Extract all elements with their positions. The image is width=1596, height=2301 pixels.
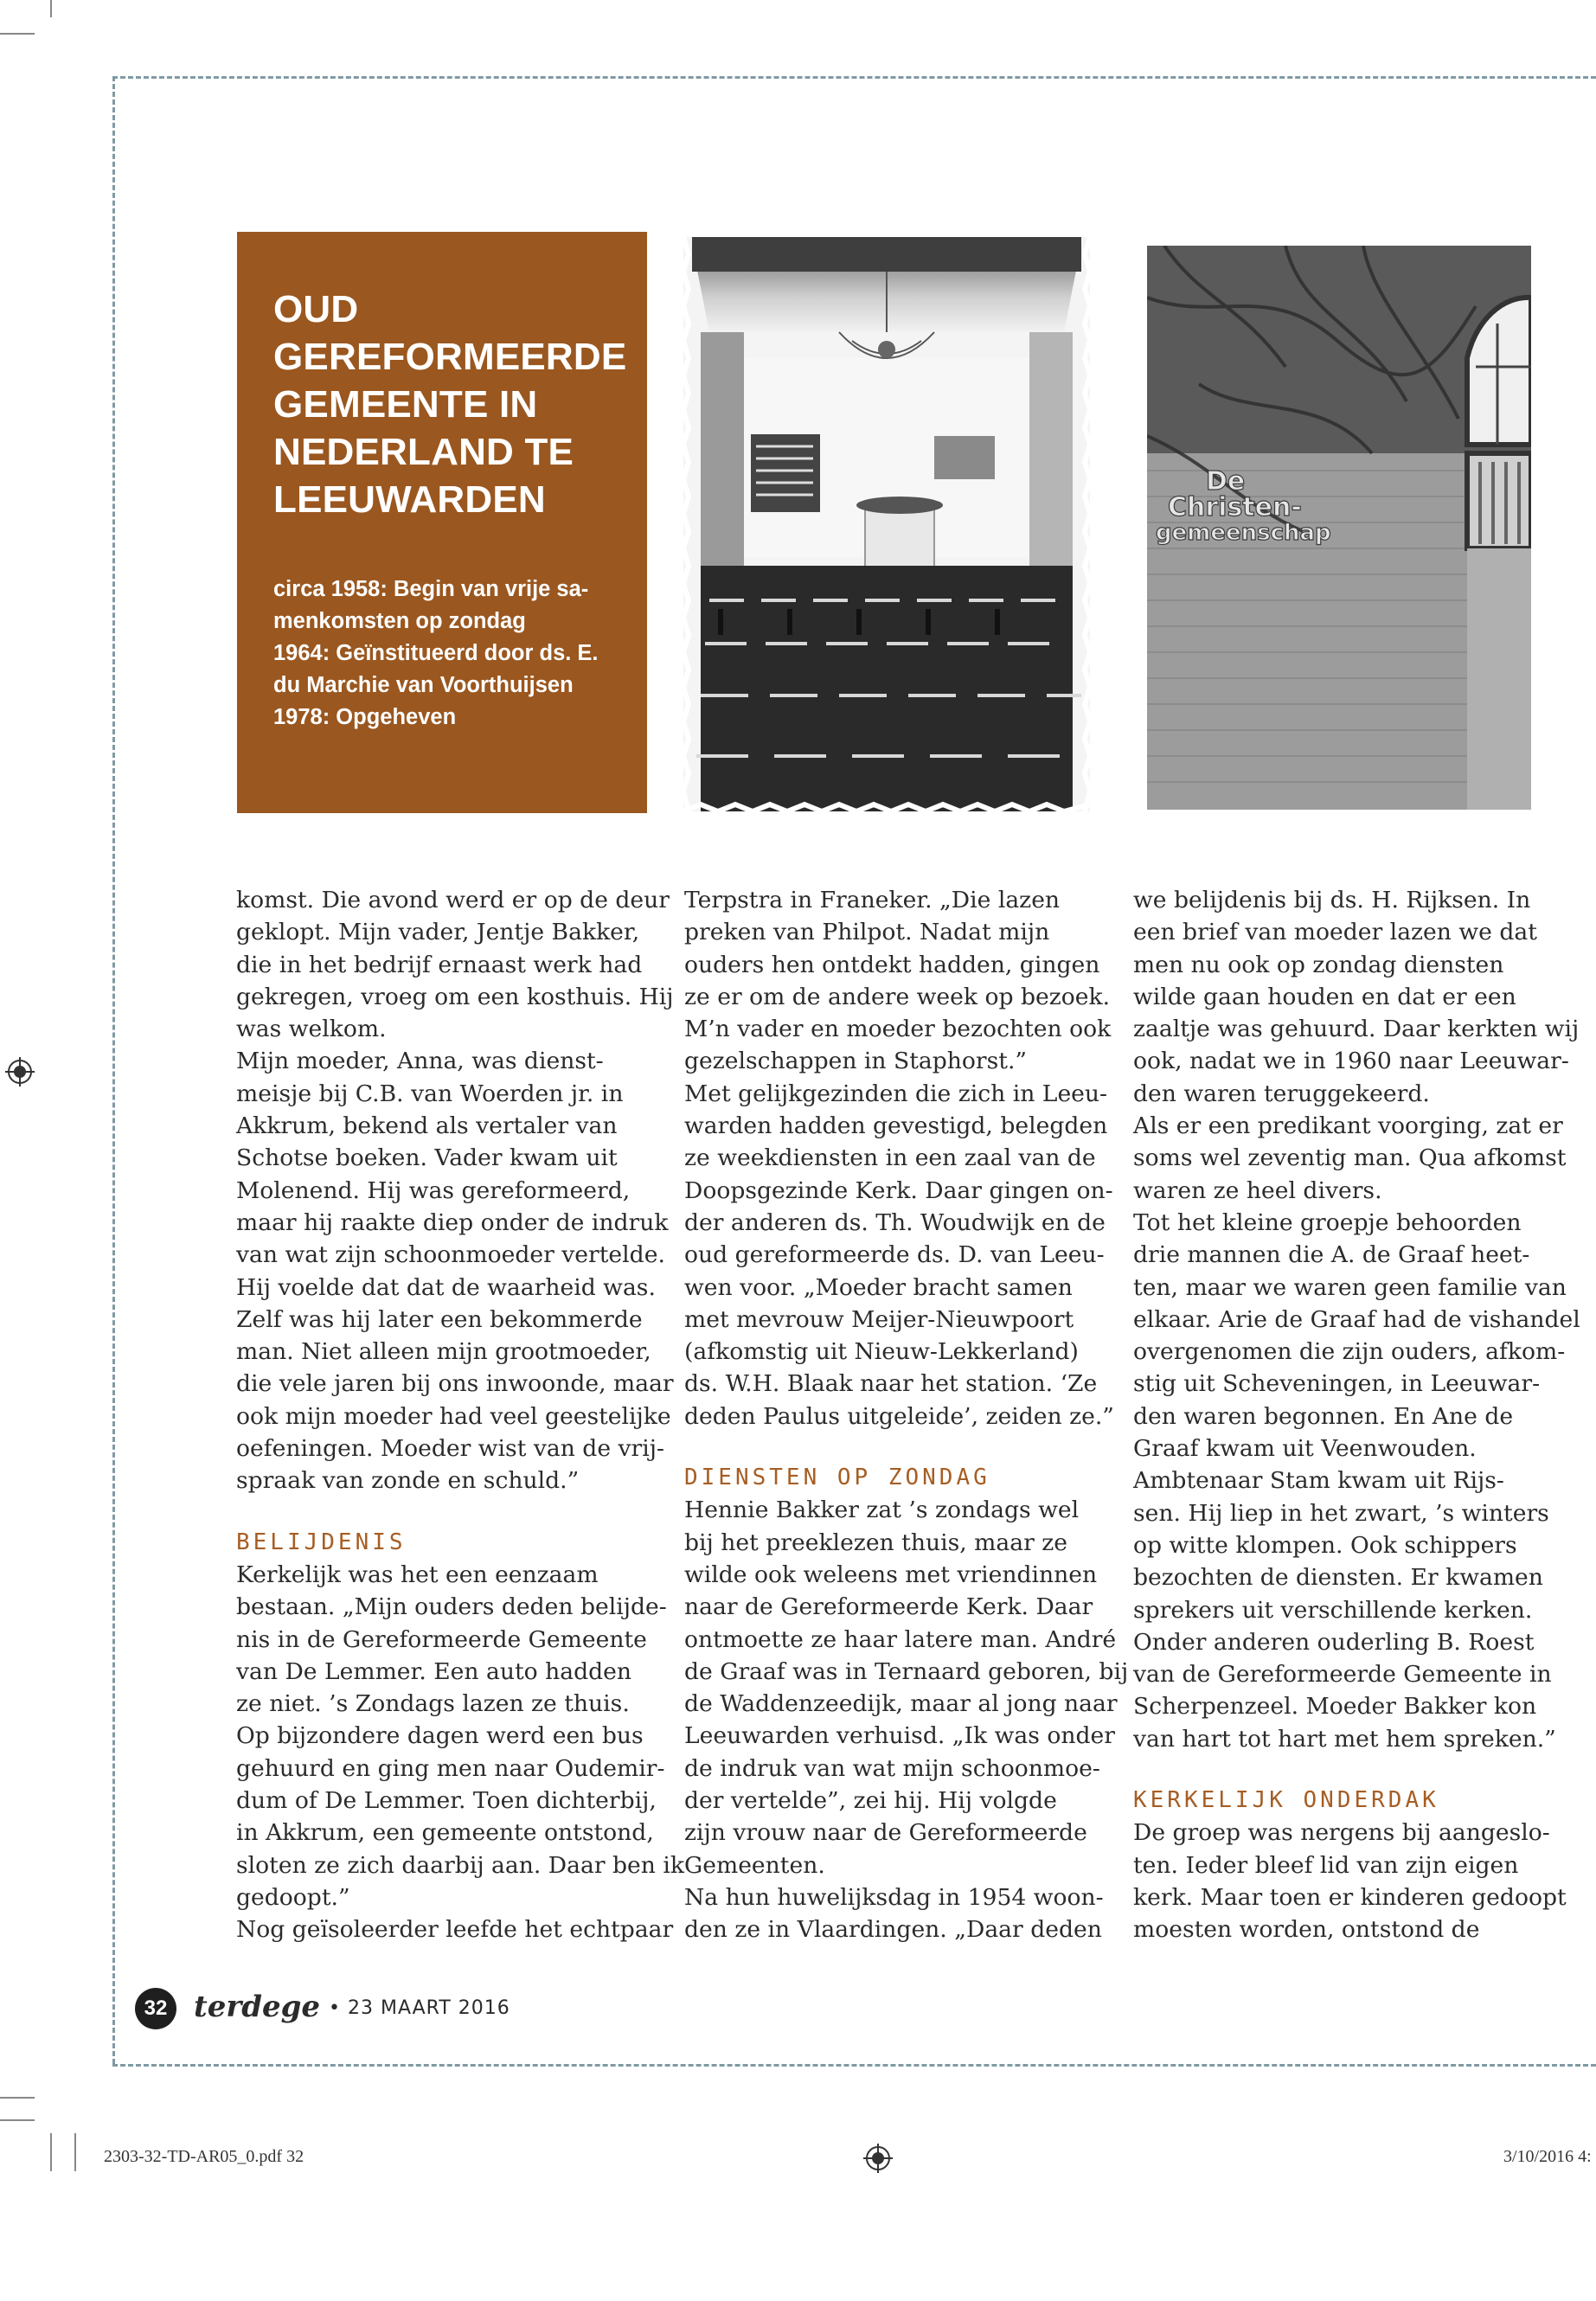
sign-text-line-1: De xyxy=(1206,466,1246,497)
text-line: Mijn moeder, Anna, was dienst- xyxy=(236,1048,604,1075)
text-line: we belijdenis bij ds. H. Rijksen. In xyxy=(1133,887,1531,913)
text-line: kerk. Maar toen er kinderen gedoopt xyxy=(1133,1883,1567,1911)
text-line: Doopsgezinde Kerk. Daar gingen on- xyxy=(684,1176,1113,1204)
text-line: oefeningen. Moeder wist van de vrij- xyxy=(236,1435,664,1463)
text-line: ook mijn moeder had veel geestelijke xyxy=(236,1402,671,1430)
text-line: ten, maar we waren geen familie van xyxy=(1133,1273,1567,1301)
crop-mark xyxy=(50,0,52,17)
text-line: Ambtenaar Stam kwam uit Rijs- xyxy=(1133,1467,1504,1495)
info-box-facts: circa 1958: Begin van vrije sa- menkomsten op zondag 1964: Geïnstitueerd door ds. E. du Marchie van Voorthuijsen 1978: Opgeheven xyxy=(273,577,599,729)
text-line: de indruk van wat mijn schoonmoe- xyxy=(684,1754,1100,1782)
text-line: met mevrouw Meijer-Nieuwpoort xyxy=(684,1305,1074,1333)
magazine-logo: terdege xyxy=(194,1990,321,2024)
text-line: waren ze heel divers. xyxy=(1133,1176,1382,1204)
text-line: der anderen ds. Th. Woudwijk en de xyxy=(684,1208,1106,1236)
text-line: (afkomstig uit Nieuw-Lekkerland) xyxy=(684,1338,1079,1366)
text-line: den waren begonnen. En Ane de xyxy=(1133,1402,1514,1430)
text-line: Na hun huwelijksdag in 1954 woon- xyxy=(684,1883,1104,1911)
text-line: Gemeenten. xyxy=(684,1851,825,1879)
text-line: bij het preeklezen thuis, maar ze xyxy=(684,1529,1067,1556)
text-line: Schotse boeken. Vader kwam uit xyxy=(236,1144,618,1172)
text-line: was welkom. xyxy=(236,1016,387,1043)
text-line: Akkrum, bekend als vertaler van xyxy=(236,1112,618,1140)
registration-mark-icon xyxy=(863,2144,893,2173)
text-line: ze niet. ’s Zondags lazen ze thuis. xyxy=(236,1690,630,1718)
text-line: stig uit Scheveningen, in Leeuwar- xyxy=(1133,1370,1541,1398)
text-line: van wat zijn schoonmoeder vertelde. xyxy=(236,1241,665,1269)
text-line: M’n vader en moeder bezochten ook xyxy=(684,1016,1112,1043)
text-line: komst. Die avond werd er op de deur xyxy=(236,887,670,913)
registration-mark-icon xyxy=(5,1057,35,1086)
article-column-1 xyxy=(236,884,684,1946)
text-line: wilde ook weleens met vriendinnen xyxy=(684,1561,1098,1588)
text-line: maar hij raakte diep onder de indruk xyxy=(236,1208,669,1236)
frame-border-left xyxy=(112,76,115,2064)
text-line: De groep was nergens bij aangeslo- xyxy=(1133,1819,1550,1847)
text-line: Leeuwarden verhuisd. „Ik was onder xyxy=(684,1722,1115,1750)
text-line: van hart tot hart met hem spreken.” xyxy=(1133,1725,1556,1753)
text-line: nis in de Gereformeerde Gemeente xyxy=(236,1625,647,1653)
crop-mark xyxy=(50,2133,52,2171)
section-heading: DIENSTEN OP ZONDAG xyxy=(684,1465,990,1491)
text-line: Op bijzondere dagen werd een bus xyxy=(236,1722,644,1750)
page-number-badge: 32 xyxy=(135,1988,176,2029)
text-line: preken van Philpot. Nadat mijn xyxy=(684,919,1050,946)
text-line: Zelf was hij later een bekommerde xyxy=(236,1305,643,1333)
text-line: op witte klompen. Ook schippers xyxy=(1133,1531,1517,1559)
text-line: man. Niet alleen mijn grootmoeder, xyxy=(236,1338,651,1366)
sign-text-line-2: Christen- xyxy=(1168,492,1302,522)
crop-mark xyxy=(0,2097,35,2099)
text-line: van de Gereformeerde Gemeente in xyxy=(1133,1661,1552,1689)
text-line: der vertelde”, zei hij. Hij volgde xyxy=(684,1787,1057,1815)
text-line: gehuurd en ging men naar Oudemir- xyxy=(236,1754,665,1782)
text-line: Molenend. Hij was gereformeerd, xyxy=(236,1176,631,1204)
crop-mark xyxy=(74,2133,76,2171)
text-line: drie mannen die A. de Graaf heet- xyxy=(1133,1241,1530,1269)
text-line: den waren teruggekeerd. xyxy=(1133,1080,1430,1107)
text-line: ze weekdiensten in een zaal van de xyxy=(684,1144,1096,1172)
text-line: Als er een predikant voorging, zat er xyxy=(1133,1112,1563,1140)
text-line: soms wel zeventig man. Qua afkomst xyxy=(1133,1144,1567,1172)
text-line: geklopt. Mijn vader, Jentje Bakker, xyxy=(236,919,640,946)
print-slug-date: 3/10/2016 4: xyxy=(1503,2147,1592,2166)
article-column-3 xyxy=(1133,884,1580,1946)
text-line: den ze in Vlaardingen. „Daar deden xyxy=(684,1916,1102,1944)
text-line: sen. Hij liep in het zwart, ’s winters xyxy=(1133,1499,1549,1527)
text-line: sprekers uit verschillende kerken. xyxy=(1133,1596,1533,1624)
text-line: meisje bij C.B. van Woerden jr. in xyxy=(236,1080,624,1107)
info-box xyxy=(237,232,647,813)
text-line: overgenomen die zijn ouders, afkom- xyxy=(1133,1338,1566,1366)
text-line: Terpstra in Franeker. „Die lazen xyxy=(684,887,1061,913)
text-line: men nu ook op zondag diensten xyxy=(1133,951,1504,978)
text-line: moesten worden, ontstond de xyxy=(1133,1916,1480,1944)
info-box-title: OUD GEREFORMEERDE GEMEENTE IN NEDERLAND TE LEEUWARDEN xyxy=(273,288,627,521)
text-line: warden hadden gevestigd, belegden xyxy=(684,1112,1108,1140)
text-line: in Akkrum, een gemeente ontstond, xyxy=(236,1819,654,1847)
text-line: ontmoette ze haar latere man. André xyxy=(684,1625,1117,1653)
text-line: die in het bedrijf ernaast werk had xyxy=(236,951,643,978)
text-line: bezochten de diensten. Er kwamen xyxy=(1133,1564,1543,1592)
text-line: zaaltje was gehuurd. Daar kerkten wij xyxy=(1133,1016,1580,1043)
text-line: Onder anderen ouderling B. Roest xyxy=(1133,1628,1535,1656)
text-line: Hij voelde dat dat de waarheid was. xyxy=(236,1273,656,1301)
text-line: van De Lemmer. Een auto hadden xyxy=(236,1657,632,1685)
print-slug-file: 2303-32-TD-AR05_0.pdf 32 xyxy=(104,2147,304,2166)
article-column-2 xyxy=(684,884,1129,1946)
text-line: ds. W.H. Blaak naar het station. ‘Ze xyxy=(684,1370,1098,1398)
paragraph-gap xyxy=(684,1433,1091,1462)
text-line: oud gereformeerde ds. D. van Leeu- xyxy=(684,1241,1105,1269)
text-line: ouders hen ontdekt hadden, gingen xyxy=(684,951,1100,978)
text-line: gedoopt.” xyxy=(236,1883,350,1911)
text-line: Nog geïsoleerder leefde het echtpaar xyxy=(236,1916,674,1944)
text-line: Hennie Bakker zat ’s zondags wel xyxy=(684,1497,1080,1524)
sign-text-line-3: gemeenschap xyxy=(1156,520,1331,546)
text-line: Tot het kleine groepje behoorden xyxy=(1133,1208,1522,1236)
text-line: Met gelijkgezinden die zich in Leeu- xyxy=(684,1080,1108,1107)
paragraph-gap xyxy=(1133,1755,1540,1785)
text-line: sloten ze zich daarbij aan. Daar ben ik xyxy=(236,1851,684,1879)
text-line: Kerkelijk was het een eenzaam xyxy=(236,1561,599,1588)
text-line: ook, nadat we in 1960 naar Leeuwar- xyxy=(1133,1048,1569,1075)
paragraph-gap xyxy=(236,1497,643,1527)
text-line: Graaf kwam uit Veenwouden. xyxy=(1133,1435,1477,1463)
text-line: de Graaf was in Ternaard geboren, bij xyxy=(684,1657,1129,1685)
section-heading: KERKELIJK ONDERDAK xyxy=(1133,1787,1439,1814)
frame-border-top xyxy=(112,76,1596,79)
frame-border-bottom xyxy=(112,2064,1596,2067)
section-heading: BELIJDENIS xyxy=(236,1529,407,1555)
text-line: elkaar. Arie de Graaf had de vishandel xyxy=(1133,1305,1580,1333)
text-line: gekregen, vroeg om een kosthuis. Hij xyxy=(236,983,674,1010)
text-line: ze er om de andere week op bezoek. xyxy=(684,983,1111,1010)
crop-mark xyxy=(0,2119,35,2121)
text-line: Scherpenzeel. Moeder Bakker kon xyxy=(1133,1693,1537,1721)
photo-building-facade xyxy=(1147,246,1531,810)
photo-church-interior xyxy=(683,237,1090,811)
crop-mark xyxy=(0,33,35,35)
text-line: spraak van zonde en schuld.” xyxy=(236,1467,580,1495)
text-line: dum of De Lemmer. Toen dichterbij, xyxy=(236,1787,657,1815)
text-line: een brief van moeder lazen we dat xyxy=(1133,919,1537,946)
text-line: deden Paulus uitgeleide’, zeiden ze.” xyxy=(684,1402,1114,1430)
text-line: die vele jaren bij ons inwoonde, maar xyxy=(236,1370,674,1398)
text-line: gezelschappen in Staphorst.” xyxy=(684,1048,1028,1075)
text-line: wen voor. „Moeder bracht samen xyxy=(684,1273,1073,1301)
text-line: de Waddenzeedijk, maar al jong naar xyxy=(684,1690,1118,1718)
text-line: wilde gaan houden en dat er een xyxy=(1133,983,1516,1010)
text-line: bestaan. „Mijn ouders deden belijde- xyxy=(236,1593,667,1621)
issue-date: • 23 MAART 2016 xyxy=(329,1997,510,2019)
text-line: ten. Ieder bleef lid van zijn eigen xyxy=(1133,1851,1519,1879)
text-line: zijn vrouw naar de Gereformeerde xyxy=(684,1819,1087,1847)
text-line: naar de Gereformeerde Kerk. Daar xyxy=(684,1593,1093,1621)
